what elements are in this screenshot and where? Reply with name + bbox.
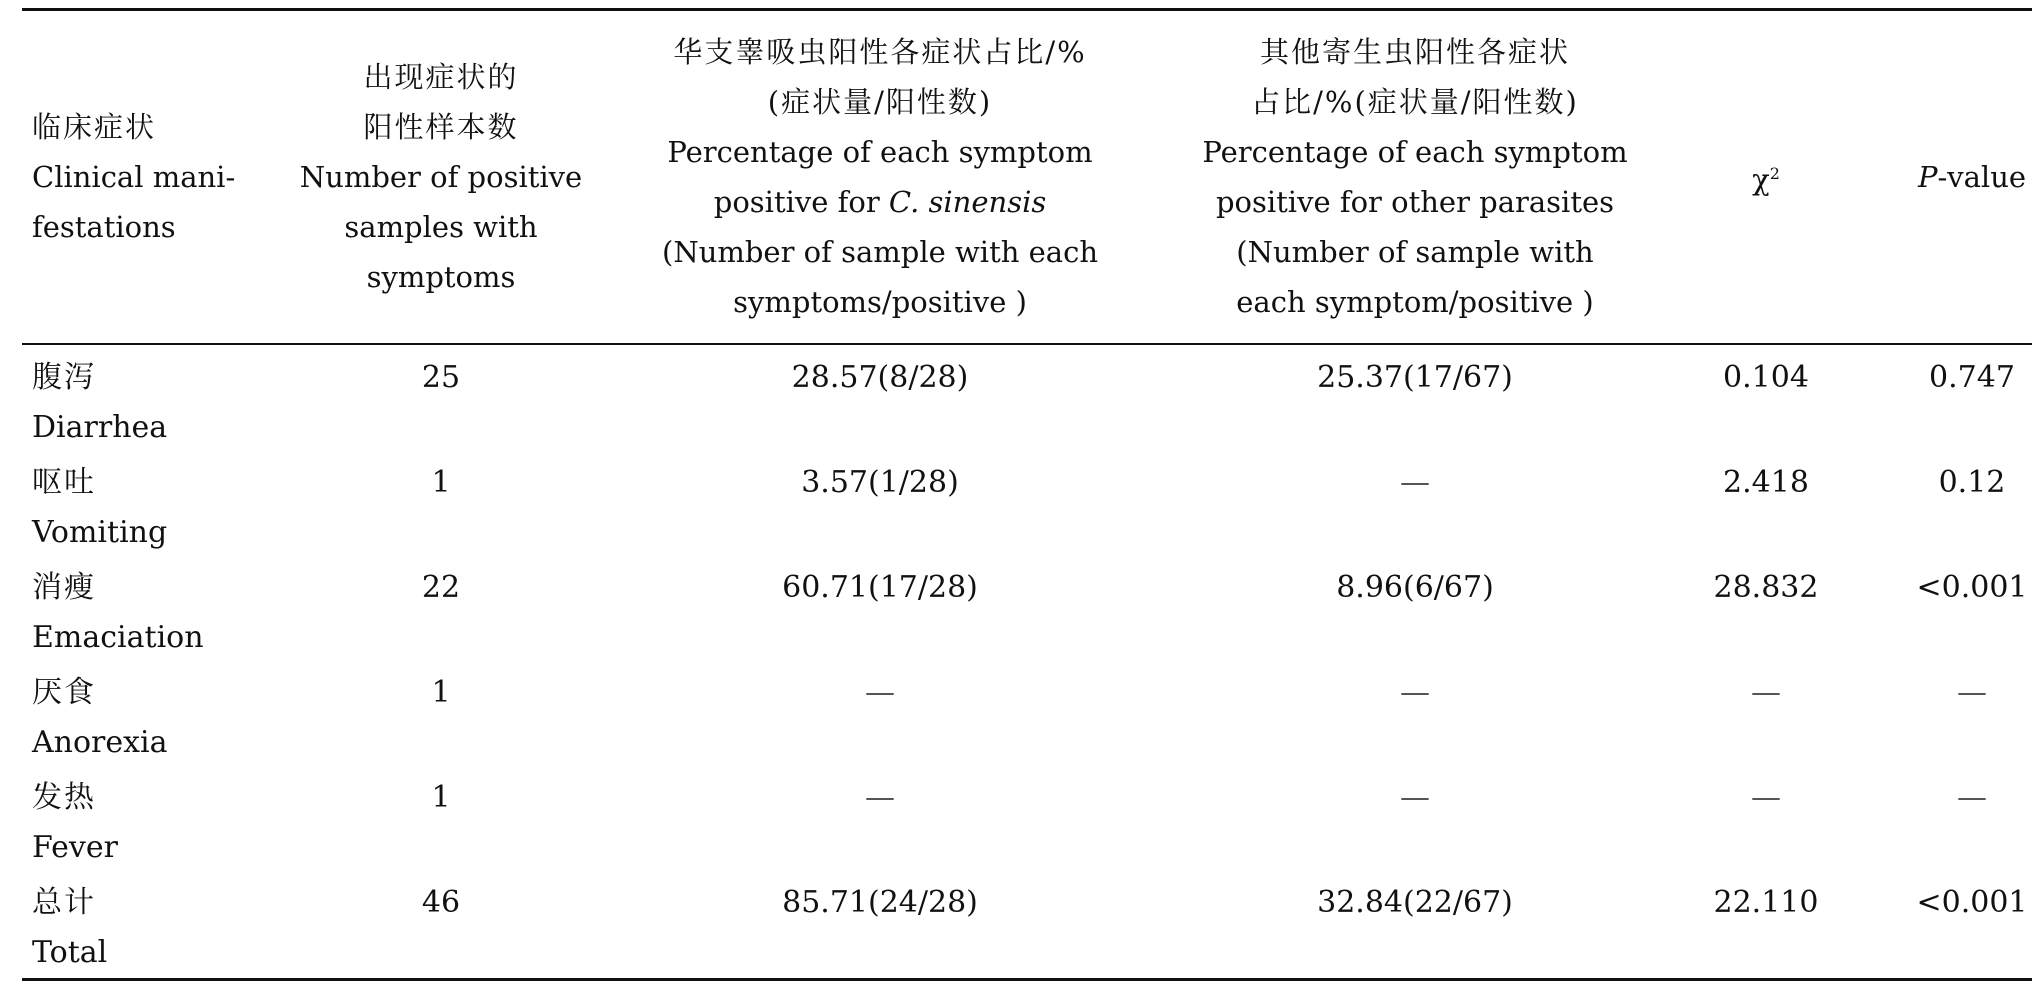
header-count-zh-1: 出现症状的 <box>363 60 519 94</box>
cell-p-value: <0.001 <box>1916 570 2028 605</box>
header-p-value <box>1866 10 2032 345</box>
header-other-en-2: positive for other parasites <box>1215 185 1615 219</box>
cell-symptom <box>22 873 286 980</box>
cell-count: 1 <box>431 465 451 500</box>
symptom-en: Anorexia <box>32 725 168 760</box>
cell-c-sinensis: 60.71(17/28) <box>782 570 978 605</box>
cell-other: — <box>1400 675 1430 710</box>
header-other-en-3: (Number of sample with <box>1236 235 1594 269</box>
symptom-zh: 腹泻 <box>32 360 96 395</box>
table-row <box>22 558 2032 663</box>
header-row <box>22 10 2032 345</box>
header-other-zh-1: 其他寄生虫阳性各症状 <box>1259 35 1570 69</box>
cell-other: 8.96(6/67) <box>1336 570 1494 605</box>
cell-symptom <box>22 344 286 453</box>
header-cs-en-2c: sinensis <box>928 185 1047 219</box>
cell-count: 25 <box>421 360 461 395</box>
cell-count: 22 <box>421 570 461 605</box>
cell-chi-square: — <box>1751 675 1781 710</box>
cell-symptom <box>22 663 286 768</box>
header-cs-en-3: (Number of sample with each <box>662 235 1098 269</box>
table-header <box>22 10 2032 345</box>
header-cs-en-2b: C. <box>888 185 920 219</box>
cell-c-sinensis: — <box>865 780 895 815</box>
cell-c-sinensis: — <box>865 675 895 710</box>
symptom-comparison-table <box>22 8 2032 981</box>
cell-chi-square: 28.832 <box>1713 570 1819 605</box>
symptom-en: Vomiting <box>32 515 168 550</box>
cell-p-value: 0.747 <box>1929 360 2015 395</box>
header-cs-zh-1: 华支睾吸虫阳性各症状占比/% <box>673 35 1087 69</box>
cell-other: 25.37(17/67) <box>1317 360 1513 395</box>
header-chi-symbol: χ <box>1752 162 1770 197</box>
cell-c-sinensis: 3.57(1/28) <box>801 465 959 500</box>
table-row <box>22 344 2032 453</box>
cell-symptom <box>22 558 286 663</box>
header-count-zh-2: 阳性样本数 <box>363 110 519 144</box>
header-symptom-en-2: festations <box>32 210 176 244</box>
symptom-en: Diarrhea <box>32 410 168 445</box>
cell-count: 1 <box>431 780 451 815</box>
cell-p-value: <0.001 <box>1916 885 2028 920</box>
header-cs-en-4: symptoms/positive ) <box>733 285 1027 319</box>
cell-other: 32.84(22/67) <box>1317 885 1513 920</box>
header-cs-en-2a: positive for <box>713 185 889 219</box>
cell-other: — <box>1400 465 1430 500</box>
header-p-italic: P <box>1917 160 1938 194</box>
header-count-en-1: Number of positive <box>299 160 583 194</box>
symptom-en: Fever <box>32 830 118 865</box>
cell-count: 46 <box>421 885 461 920</box>
cell-symptom <box>22 768 286 873</box>
header-cs-en-2 <box>602 177 1158 227</box>
cell-other: — <box>1400 780 1430 815</box>
cell-p-value: 0.12 <box>1938 465 2006 500</box>
header-symptom-en-1: Clinical mani- <box>32 160 236 194</box>
cell-p-value: — <box>1957 675 1987 710</box>
cell-c-sinensis: 85.71(24/28) <box>782 885 978 920</box>
cell-symptom <box>22 453 286 558</box>
symptom-zh: 厌食 <box>32 675 96 710</box>
symptom-zh: 总计 <box>32 885 96 920</box>
cell-p-value: — <box>1957 780 1987 815</box>
header-p-rest: -value <box>1937 160 2027 194</box>
header-other-en-1: Percentage of each symptom <box>1202 135 1628 169</box>
symptom-zh: 呕吐 <box>32 465 96 500</box>
header-symptom-zh: 临床症状 <box>32 110 157 144</box>
table-row <box>22 873 2032 980</box>
header-c-sinensis <box>596 10 1164 345</box>
symptom-zh: 发热 <box>32 780 96 815</box>
header-other-zh-2: 占比/%(症状量/阳性数) <box>1251 85 1579 119</box>
header-chi-sup: 2 <box>1769 164 1780 184</box>
table-row <box>22 663 2032 768</box>
header-count-en-3: symptoms <box>366 260 516 294</box>
header-symptom <box>22 10 286 345</box>
cell-chi-square: 22.110 <box>1713 885 1819 920</box>
table-body <box>22 344 2032 980</box>
symptom-zh: 消瘦 <box>32 570 96 605</box>
header-other-parasites <box>1164 10 1666 345</box>
cell-chi-square: — <box>1751 780 1781 815</box>
cell-chi-square: 2.418 <box>1723 465 1809 500</box>
table-row <box>22 453 2032 558</box>
header-cs-en-1: Percentage of each symptom <box>667 135 1093 169</box>
header-count-en-2: samples with <box>344 210 538 244</box>
symptom-en: Total <box>32 935 108 970</box>
header-chi-square <box>1666 10 1866 345</box>
cell-chi-square: 0.104 <box>1723 360 1809 395</box>
header-cs-zh-2: (症状量/阳性数) <box>767 85 993 119</box>
symptom-en: Emaciation <box>32 620 204 655</box>
cell-c-sinensis: 28.57(8/28) <box>791 360 969 395</box>
header-other-en-4: each symptom/positive ) <box>1236 285 1594 319</box>
header-count <box>286 10 596 345</box>
table-row <box>22 768 2032 873</box>
cell-count: 1 <box>431 675 451 710</box>
